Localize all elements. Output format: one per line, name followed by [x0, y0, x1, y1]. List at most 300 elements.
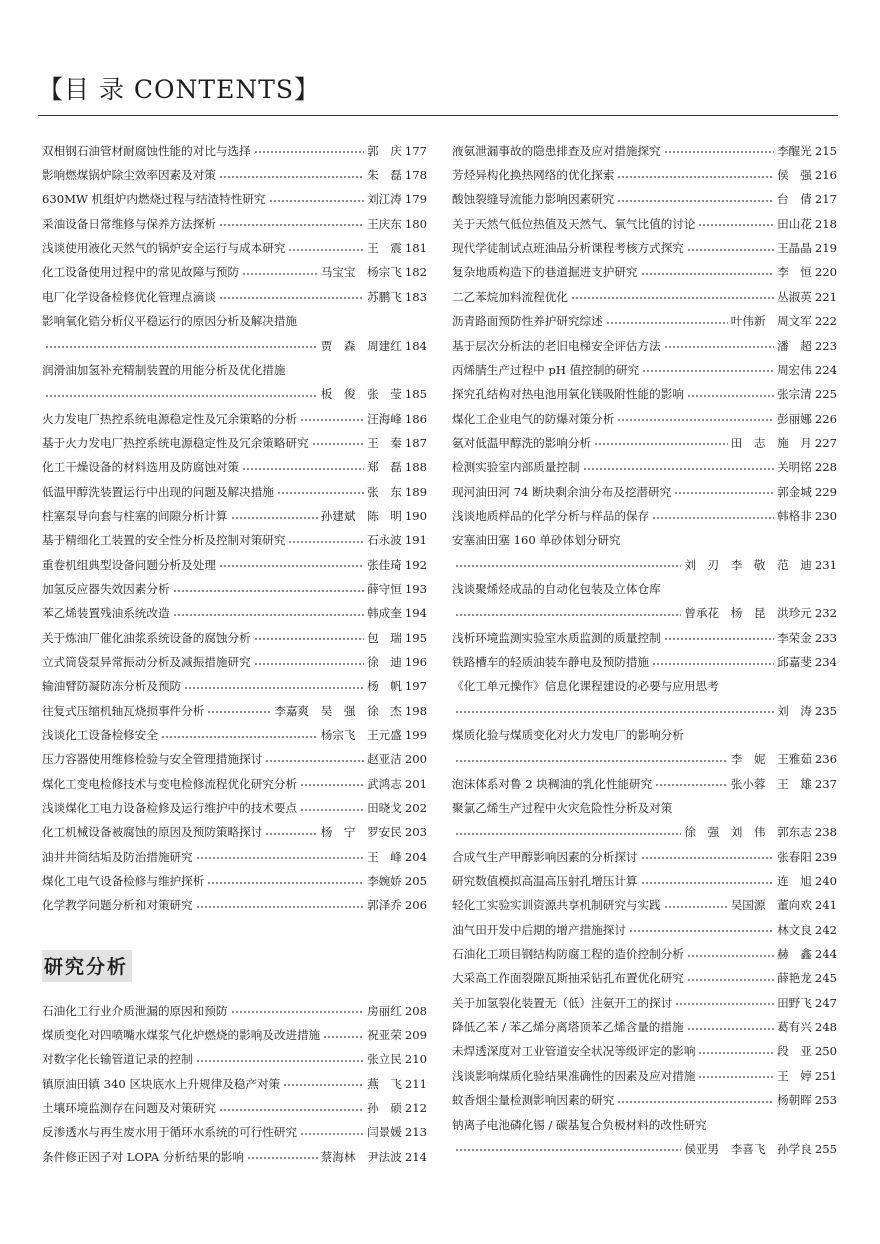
- toc-entry-authors: 王庆东: [367, 216, 402, 231]
- toc-entry-title: 石油化工行业介质泄漏的原因和预防: [42, 1003, 228, 1018]
- toc-entry-title-line: [452, 1107, 837, 1131]
- toc-entry-page: 233: [814, 630, 837, 645]
- toc-entry[interactable]: [452, 669, 837, 718]
- toc-entry[interactable]: [42, 401, 427, 425]
- toc-entry[interactable]: [452, 571, 837, 620]
- toc-entry-page: 228: [814, 460, 837, 474]
- toc-entry-page: 226: [814, 411, 837, 426]
- toc-entry[interactable]: [452, 839, 837, 863]
- toc-entry[interactable]: [452, 279, 837, 303]
- toc-entry[interactable]: [42, 669, 427, 693]
- toc-entry-title-line: [42, 303, 427, 327]
- toc-entry-line: [452, 133, 837, 157]
- toc-entry[interactable]: [42, 474, 427, 498]
- dot-leader: [641, 272, 775, 276]
- toc-entry-authors: 张春阳: [777, 849, 812, 864]
- toc-entry-title: 现河油田河 74 断块剩余油分布及挖潜研究: [452, 484, 672, 499]
- toc-entry[interactable]: [452, 766, 837, 790]
- toc-entry[interactable]: [42, 206, 427, 230]
- toc-entry-page: 223: [814, 338, 837, 353]
- toc-entry-line: [42, 1066, 427, 1090]
- toc-entry-line: [42, 620, 427, 644]
- toc-entry-authors: 包 瑞: [367, 630, 402, 645]
- toc-entry[interactable]: [452, 1034, 837, 1058]
- toc-entry[interactable]: [42, 863, 427, 887]
- toc-entry-title: 关于炼油厂催化油浆系统设备的腐蚀分析: [42, 630, 251, 645]
- toc-entry[interactable]: [452, 523, 837, 572]
- toc-entry-page: 196: [404, 654, 427, 669]
- toc-entry-line: [452, 352, 837, 376]
- toc-entry-authors: 杨 帆: [367, 679, 402, 693]
- toc-entry[interactable]: [452, 230, 837, 254]
- toc-entry[interactable]: [42, 644, 427, 668]
- toc-entry-page: 247: [814, 995, 837, 1010]
- toc-entry-authors: 段 亚: [777, 1044, 812, 1059]
- toc-entry-authors: 徐 迪: [367, 654, 402, 669]
- toc-left-column: [42, 133, 427, 912]
- toc-entry-title: 基于精细化工装置的安全性分析及控制对策研究: [42, 533, 286, 547]
- toc-entry-title: 化工干燥设备的材料选用及防腐蚀对策: [42, 460, 240, 474]
- toc-entry-page: 251: [814, 1068, 837, 1083]
- toc-entry-line: [42, 766, 427, 790]
- toc-entry[interactable]: [42, 742, 427, 766]
- toc-entry[interactable]: [452, 1107, 837, 1156]
- toc-entry-title: 柱塞泵导向套与柱塞的间隙分析计算: [42, 508, 228, 523]
- dot-leader: [617, 1100, 774, 1104]
- toc-entry-page: 227: [814, 435, 837, 450]
- toc-entry-page: 255: [814, 1141, 837, 1156]
- toc-entry[interactable]: [452, 474, 837, 498]
- toc-entry[interactable]: [42, 425, 427, 449]
- toc-entry[interactable]: [42, 547, 427, 571]
- toc-entry-title: 影响燃煤锅炉除尘效率因素及对策: [42, 168, 216, 182]
- toc-entry-page: 230: [814, 508, 837, 523]
- toc-entry-line: [452, 644, 837, 668]
- dot-leader: [254, 662, 364, 666]
- toc-entry[interactable]: [42, 839, 427, 863]
- dot-leader: [207, 881, 364, 885]
- dot-leader: [687, 248, 774, 252]
- toc-entry[interactable]: [452, 936, 837, 960]
- toc-entry-page: 211: [404, 1076, 427, 1091]
- toc-entry-title: 化学教学问题分析和对策研究: [42, 898, 193, 912]
- section-heading: 研究分析: [42, 950, 132, 982]
- dot-leader: [652, 516, 774, 520]
- dot-leader: [664, 905, 728, 909]
- toc-entry-authors: 王晶晶: [777, 241, 812, 255]
- toc-entry[interactable]: [42, 1115, 427, 1139]
- toc-entry-authors: 王 婷: [777, 1068, 812, 1083]
- toc-entry-authors: 贾 森 周建红: [320, 338, 402, 353]
- toc-entry-page: 253: [814, 1093, 837, 1107]
- toc-entry-authors: 吴国源 董向欢: [730, 898, 812, 912]
- toc-entry-page: 216: [814, 168, 837, 182]
- toc-entry-line: [452, 328, 837, 352]
- toc-entry-title: 液氨泄漏事故的隐患排查及应对措施探究: [452, 143, 661, 158]
- toc-entry-page: 245: [814, 971, 837, 986]
- toc-entry-authors: 孙 硕: [367, 1101, 402, 1115]
- toc-entry[interactable]: [452, 912, 837, 936]
- toc-entry-title: 对数字化长输管道记录的控制: [42, 1052, 193, 1067]
- toc-entry-page: 191: [404, 533, 427, 547]
- toc-entry-title: 氨对低温甲醇洗的影响分析: [452, 435, 592, 450]
- toc-entry[interactable]: [452, 352, 837, 376]
- toc-entry-page: 234: [814, 654, 837, 669]
- toc-entry-page: 190: [404, 508, 427, 523]
- dot-leader: [254, 150, 364, 154]
- toc-entry-authors: 侯 强: [777, 168, 812, 182]
- toc-entry-page: 235: [814, 703, 837, 718]
- toc-entry-page: 220: [814, 265, 837, 280]
- toc-entry-line: [452, 157, 837, 181]
- toc-entry-title: 火力发电厂热控系统电源稳定性及冗余策略的分析: [42, 411, 298, 426]
- toc-entry-page: 214: [404, 1149, 427, 1164]
- page-title: 【目 录 CONTENTS】: [38, 75, 320, 104]
- toc-entry-title: 反渗透水与再生废水用于循环水系统的可行性研究: [42, 1125, 298, 1140]
- toc-entry-title-line: [452, 669, 837, 693]
- toc-entry-page: 244: [814, 947, 837, 961]
- toc-entry-title: 降低乙苯 / 苯乙烯分离塔顶苯乙烯含量的措施: [452, 1020, 684, 1034]
- toc-entry-line: [452, 401, 837, 425]
- toc-entry[interactable]: [452, 620, 837, 644]
- toc-entry-line: [452, 912, 837, 936]
- toc-entry[interactable]: [42, 498, 427, 522]
- dot-leader: [300, 783, 364, 787]
- toc-entry-title: 重卷机组典型设备问题分析及处理: [42, 557, 216, 572]
- toc-list-right: [452, 133, 837, 1155]
- toc-entry[interactable]: [42, 620, 427, 644]
- toc-entry-title: 基于火力发电厂热控系统电源稳定性及冗余策略研究: [42, 435, 309, 450]
- toc-entry-page: 194: [404, 606, 427, 620]
- toc-entry-title: 煤化工变电检修技术与变电检修流程优化研究分析: [42, 776, 298, 791]
- dot-leader: [207, 710, 271, 714]
- toc-entry-authors: 薛守恒: [367, 581, 402, 596]
- toc-entry[interactable]: [42, 693, 427, 717]
- toc-entry-line: [42, 1139, 427, 1163]
- toc-entry[interactable]: [42, 230, 427, 254]
- dot-leader: [617, 175, 774, 179]
- toc-entry-page: 198: [404, 703, 427, 718]
- toc-entry[interactable]: [42, 255, 427, 279]
- toc-entry-title: 关于加氢裂化装置无（低）注氨开工的探讨: [452, 995, 673, 1010]
- toc-entry-line: [42, 1017, 427, 1041]
- toc-entry-authors: 韩格非: [777, 508, 812, 523]
- toc-entry-line: [42, 182, 427, 206]
- dot-leader: [655, 783, 727, 787]
- toc-entry[interactable]: [452, 157, 837, 181]
- toc-entry-line: [42, 474, 427, 498]
- dot-leader: [219, 223, 364, 227]
- toc-entry-page: 181: [404, 241, 427, 255]
- toc-entry-page: 192: [404, 557, 427, 572]
- toc-entry-page: 203: [404, 825, 427, 839]
- toc-entry-page: 209: [404, 1028, 427, 1042]
- toc-entry-line: [42, 449, 427, 473]
- toc-entry-line: [452, 474, 837, 498]
- toc-entry-title: 化工机械设备被腐蚀的原因及预防策略探讨: [42, 825, 263, 839]
- toc-entry-title: 镇原油田镇 340 区块底水上升规律及稳产对策: [42, 1076, 281, 1091]
- dot-leader: [283, 1083, 364, 1087]
- dot-leader: [664, 345, 774, 349]
- toc-entry[interactable]: [452, 985, 837, 1009]
- header-divider: [38, 115, 838, 116]
- toc-entry-authors: 李嘉爽 吴 强 徐 杰: [274, 703, 402, 718]
- toc-entry-title: 油井井筒结垢及防治措施研究: [42, 849, 193, 864]
- dot-leader: [652, 662, 774, 666]
- toc-entry-authors: 王 峰: [367, 849, 402, 864]
- toc-entry-line: [452, 1009, 837, 1033]
- toc-entry-line: [452, 985, 837, 1009]
- toc-entry-page: 237: [814, 776, 837, 791]
- dot-leader: [288, 248, 364, 252]
- toc-entry-title: 土壤环境监测存在问题及对策研究: [42, 1101, 216, 1115]
- toc-list-top: [42, 133, 427, 912]
- toc-entry-page: 221: [814, 289, 837, 304]
- toc-entry-line: [452, 936, 837, 960]
- toc-entry[interactable]: [452, 1058, 837, 1082]
- toc-entry-title: 探究孔结构对热电池用氧化镁吸附性能的影响: [452, 387, 684, 401]
- toc-list-bottom: [42, 993, 427, 1163]
- toc-entry-line: [452, 1058, 837, 1082]
- toc-entry-line: [42, 669, 427, 693]
- dot-leader: [664, 150, 774, 154]
- toc-entry-page: 250: [814, 1044, 837, 1059]
- toc-entry-page: 185: [404, 387, 427, 401]
- toc-entry-authors: 马宝宝 杨宗飞: [320, 265, 402, 280]
- toc-entry-line: [452, 498, 837, 522]
- toc-entry[interactable]: [42, 1042, 427, 1066]
- toc-entry[interactable]: [42, 766, 427, 790]
- toc-entry-line: [452, 1082, 837, 1106]
- toc-entry[interactable]: [452, 644, 837, 668]
- dot-leader: [641, 881, 775, 885]
- toc-entry[interactable]: [452, 206, 837, 230]
- toc-entry-page: 224: [814, 362, 837, 377]
- toc-entry-page: 187: [404, 435, 427, 450]
- toc-entry-title: 钠离子电池磷化锡 / 碳基复合负极材料的改性研究: [452, 1117, 707, 1132]
- toc-entry-page: 212: [404, 1101, 427, 1115]
- toc-entry-author-line: [452, 1131, 837, 1155]
- dot-leader: [300, 808, 364, 812]
- dot-leader: [687, 978, 774, 982]
- dot-leader: [269, 199, 365, 203]
- toc-entry[interactable]: [452, 376, 837, 400]
- toc-entry-authors: 田 志 施 月: [730, 435, 812, 450]
- toc-entry-authors: 赵亚洁: [367, 752, 402, 766]
- toc-entry[interactable]: [452, 888, 837, 912]
- toc-entry-line: [452, 766, 837, 790]
- toc-entry-page: 197: [404, 679, 427, 693]
- dot-leader: [455, 564, 681, 568]
- toc-entry-authors: 周宏伟: [777, 362, 812, 377]
- toc-entry[interactable]: [42, 1017, 427, 1041]
- toc-entry-title: 输油臂防凝防冻分析及预防: [42, 679, 182, 693]
- dot-leader: [173, 613, 365, 617]
- toc-entry-page: 236: [814, 752, 837, 766]
- toc-entry-title: 铁路槽车的轻质油装车静电及预防措施: [452, 654, 650, 669]
- toc-entry-authors: 板 俊 张 莹: [320, 387, 402, 401]
- toc-entry-authors: 王 秦: [367, 435, 402, 450]
- toc-entry[interactable]: [452, 133, 837, 157]
- toc-entry[interactable]: [452, 328, 837, 352]
- dot-leader: [219, 296, 364, 300]
- toc-entry[interactable]: [42, 449, 427, 473]
- toc-entry[interactable]: [452, 863, 837, 887]
- toc-entry-title: 压力容器使用维修检验与安全管理措施探讨: [42, 752, 263, 766]
- dot-leader: [323, 1035, 364, 1039]
- dot-leader: [571, 296, 774, 300]
- toc-entry-title: 影响氧化锆分析仪平稳运行的原因分析及解决措施: [42, 314, 298, 328]
- toc-entry-line: [452, 303, 837, 327]
- toc-entry[interactable]: [42, 815, 427, 839]
- toc-entry-authors: 李醒光: [777, 143, 812, 158]
- toc-entry-author-line: [452, 815, 837, 839]
- toc-entry[interactable]: [42, 352, 427, 401]
- dot-leader: [247, 1156, 318, 1160]
- toc-entry[interactable]: [452, 498, 837, 522]
- toc-entry-authors: 赫 鑫: [777, 947, 812, 961]
- dot-leader: [642, 369, 774, 373]
- toc-entry[interactable]: [42, 1090, 427, 1114]
- dot-leader: [698, 223, 774, 227]
- toc-entry[interactable]: [452, 425, 837, 449]
- toc-entry-authors: 田野飞: [777, 995, 812, 1010]
- toc-entry-line: [42, 1115, 427, 1139]
- toc-entry[interactable]: [42, 596, 427, 620]
- toc-entry[interactable]: [42, 523, 427, 547]
- toc-entry[interactable]: [452, 790, 837, 839]
- toc-entry-title: 电厂化学设备检修优化管理点滴谈: [42, 289, 216, 304]
- toc-entry-line: [42, 863, 427, 887]
- toc-entry-line: [42, 742, 427, 766]
- toc-entry-page: 232: [814, 606, 837, 620]
- toc-entry-line: [452, 449, 837, 473]
- toc-entry[interactable]: [42, 1066, 427, 1090]
- toc-entry-title: 润滑油加氢补充精制装置的用能分析及优化措施: [42, 362, 286, 377]
- toc-entry-authors: 郭金城: [777, 484, 812, 499]
- toc-entry[interactable]: [42, 1139, 427, 1163]
- toc-entry-author-line: [452, 742, 837, 766]
- toc-entry-authors: 田晓戈: [367, 801, 402, 815]
- toc-entry-page: 225: [814, 387, 837, 401]
- toc-entry-title: 酸蚀裂缝导流能力影响因素研究: [452, 192, 615, 207]
- toc-entry-title: 基于层次分析法的老旧电梯安全评估方法: [452, 338, 661, 353]
- dot-leader: [45, 345, 318, 349]
- dot-leader: [455, 1148, 681, 1152]
- toc-entry-line: [42, 815, 427, 839]
- toc-entry-authors: 武鸿志: [367, 776, 402, 791]
- toc-entry-line: [452, 839, 837, 863]
- toc-entry[interactable]: [42, 571, 427, 595]
- toc-entry-line: [42, 888, 427, 912]
- toc-entry[interactable]: [452, 255, 837, 279]
- toc-entry-authors: 苏鹏飞: [367, 289, 402, 304]
- toc-entry-title: 浅谈影响煤质化验结果准确性的因素及应对措施: [452, 1068, 696, 1083]
- dot-leader: [675, 1002, 774, 1006]
- toc-entry[interactable]: [42, 993, 427, 1017]
- toc-entry-page: 189: [404, 484, 427, 499]
- toc-entry-title-line: [452, 523, 837, 547]
- toc-entry-page: 202: [404, 801, 427, 815]
- toc-entry-title: 煤质变化对四喷嘴水煤浆气化炉燃烧的影响及改进措施: [42, 1028, 321, 1042]
- toc-entry-title: 低温甲醇洗装置运行中出现的问题及解决措施: [42, 484, 274, 499]
- toc-entry[interactable]: [452, 1082, 837, 1106]
- toc-entry[interactable]: [42, 133, 427, 157]
- dot-leader: [664, 637, 774, 641]
- toc-entry-page: 217: [814, 192, 837, 207]
- toc-entry-page: 177: [404, 143, 427, 158]
- toc-entry-authors: 闫景媛: [367, 1125, 402, 1140]
- toc-entry-title: 聚氯乙烯生产过程中火灾危险性分析及对策: [452, 801, 673, 815]
- toc-entry-page: 201: [404, 776, 427, 791]
- toc-entry-authors: 李婉娇: [367, 874, 402, 888]
- toc-entry[interactable]: [42, 790, 427, 814]
- dot-leader: [583, 467, 775, 471]
- toc-left-column-lower: [42, 993, 427, 1163]
- toc-entry[interactable]: [42, 157, 427, 181]
- toc-entry[interactable]: [42, 888, 427, 912]
- toc-entry-page: 219: [814, 241, 837, 255]
- toc-entry-line: [42, 425, 427, 449]
- toc-entry-title: 浅谈化工设备检修安全: [42, 728, 158, 742]
- toc-entry-title: 现代学徒制试点班油品分析课程考核方式探究: [452, 241, 684, 255]
- toc-entry-page: 222: [814, 314, 837, 328]
- toc-entry[interactable]: [452, 303, 837, 327]
- toc-entry-authors: 张宗清: [777, 387, 812, 401]
- toc-entry-authors: 连 旭: [777, 874, 812, 888]
- toc-entry-authors: 张佳琦: [367, 557, 402, 572]
- dot-leader: [455, 759, 728, 763]
- toc-entry-title: 安塞油田塞 160 单砂体划分研究: [452, 533, 621, 547]
- dot-leader: [219, 1108, 364, 1112]
- toc-entry-title: 二乙苯烷加料流程优化: [452, 289, 568, 304]
- toc-entry-title: 条件修正因子对 LOPA 分析结果的影响: [42, 1149, 244, 1164]
- toc-entry-line: [42, 644, 427, 668]
- toc-entry-title: 复杂地质构造下的巷道掘进支护研究: [452, 265, 638, 280]
- toc-entry-title: 煤化工电气设备检修与维护探析: [42, 874, 205, 888]
- dot-leader: [288, 540, 364, 544]
- toc-entry[interactable]: [42, 182, 427, 206]
- dot-leader: [698, 1051, 774, 1055]
- toc-entry[interactable]: [42, 279, 427, 303]
- toc-entry[interactable]: [42, 717, 427, 741]
- dot-leader: [196, 1059, 364, 1063]
- dot-leader: [196, 856, 364, 860]
- toc-entry-title: 油气田开发中后期的增产措施探讨: [452, 922, 626, 937]
- toc-entry-line: [42, 717, 427, 741]
- toc-entry[interactable]: [452, 1009, 837, 1033]
- toc-entry-line: [42, 230, 427, 254]
- toc-entry[interactable]: [452, 717, 837, 766]
- toc-entry-line: [452, 255, 837, 279]
- toc-entry[interactable]: [452, 449, 837, 473]
- toc-entry-title: 合成气生产甲醇影响因素的分析探讨: [452, 849, 638, 864]
- toc-entry-line: [452, 425, 837, 449]
- toc-entry[interactable]: [42, 303, 427, 352]
- toc-entry-page: 195: [404, 630, 427, 645]
- toc-entry-line: [42, 790, 427, 814]
- toc-entry-authors: 王 震: [367, 241, 402, 255]
- toc-entry[interactable]: [452, 401, 837, 425]
- dot-leader: [173, 589, 365, 593]
- toc-entry-line: [42, 401, 427, 425]
- toc-entry-line: [42, 498, 427, 522]
- toc-entry-title: 苯乙烯装置残油系统改造: [42, 606, 170, 620]
- toc-entry-title: 煤化工企业电气的防爆对策分析: [452, 411, 615, 426]
- toc-entry[interactable]: [452, 961, 837, 985]
- toc-entry[interactable]: [452, 182, 837, 206]
- toc-entry-authors: 李 妮 王雅茹: [730, 752, 812, 766]
